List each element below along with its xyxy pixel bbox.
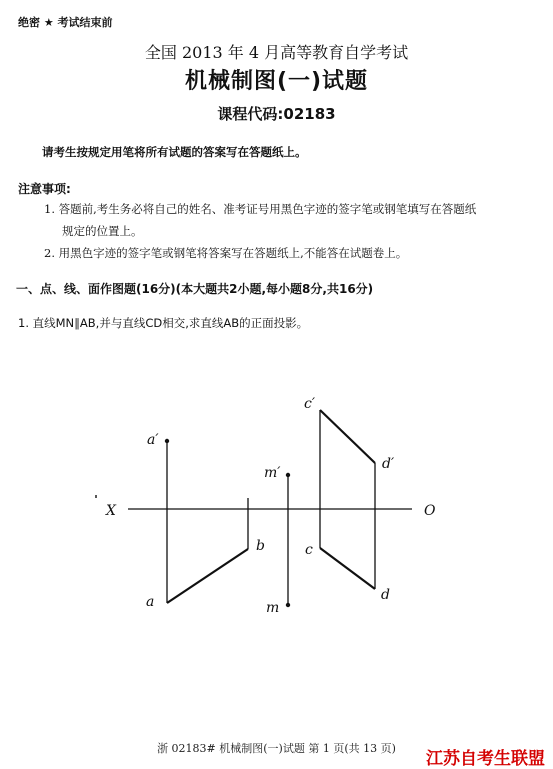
label-b: b [256, 538, 265, 554]
label-m-prime: m′ [264, 465, 281, 481]
question-1: 1. 直线MN∥AB,并与直线CD相交,求直线AB的正面投影。 [18, 316, 309, 330]
label-d-prime: d′ [382, 456, 395, 472]
point-m [286, 603, 290, 607]
label-c: c [305, 542, 313, 558]
label-c-prime: c′ [304, 396, 316, 412]
page-footer: 浙 02183# 机械制图(一)试题 第 1 页(共 13 页) [157, 742, 396, 755]
exam-title: 全国 2013 年 4 月高等教育自学考试 [144, 43, 409, 62]
exam-instruction: 请考生按规定用笔将所有试题的答案写在答题纸上。 [42, 145, 307, 159]
axis-label-x: X [106, 503, 116, 519]
line-cd-top-view [320, 548, 375, 589]
course-code: 课程代码:02183 [217, 105, 336, 123]
label-d: d [381, 587, 390, 603]
note-item-2: 2. 用黑色字迹的签字笔或钢笔将答案写在答题纸上,不能答在试题卷上。 [44, 246, 408, 260]
line-ab-top-view [167, 549, 248, 603]
line-cd-front-view [320, 410, 375, 463]
label-m: m [266, 600, 280, 616]
secret-mark: 绝密 ★ 考试结束前 [18, 16, 113, 29]
axis-label-o: O [424, 503, 436, 519]
watermark-text: 江苏自考生联盟 [426, 749, 545, 769]
projection-drawing [0, 380, 553, 650]
section-heading: 一、点、线、面作图题(16分)(本大题共2小题,每小题8分,共16分) [16, 282, 374, 296]
paper-title: 机械制图(一)试题 [184, 69, 369, 94]
label-a: a [146, 594, 155, 610]
note-item-1-continuation: 规定的位置上。 [62, 224, 143, 238]
label-a-prime: a′ [147, 432, 159, 448]
note-item-1: 1. 答题前,考生务必将自己的姓名、准考证号用黑色字迹的签字笔或钢笔填写在答题纸 [44, 202, 477, 216]
notes-heading: 注意事项: [18, 182, 71, 196]
